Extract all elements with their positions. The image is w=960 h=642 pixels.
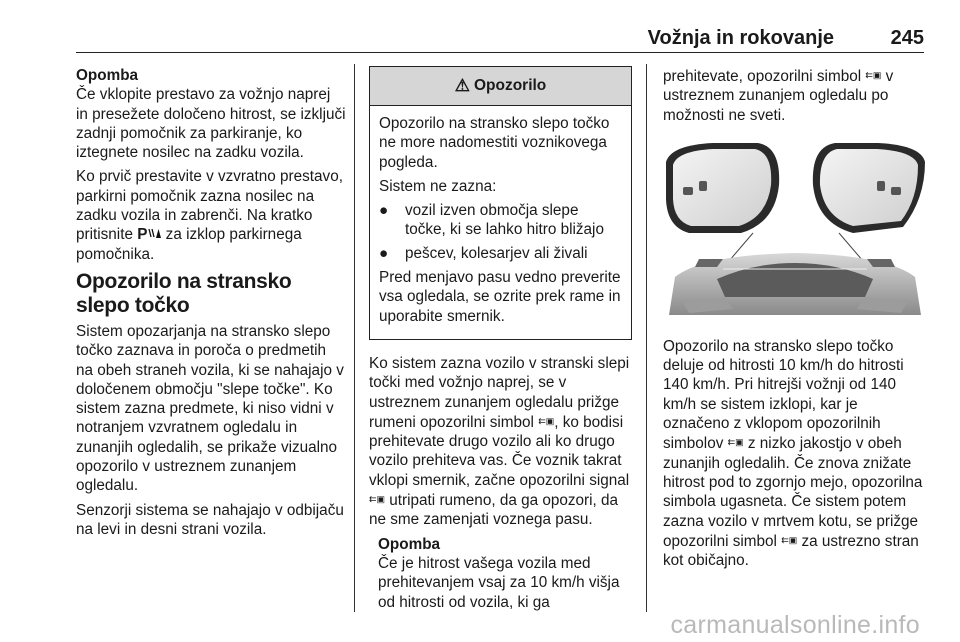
warning-paragraph: Pred menjavo pasu vedno preverite vsa ogledala, se ozrite prek rame in uporabite smernik. [379,269,621,325]
warning-paragraph: Opozorilo na stransko slepo točko ne more nadomestiti voznikovega pogleda. [379,115,610,171]
mirror-illustration [663,137,928,315]
note [369,535,632,612]
list-item: ● pešcev, kolesarjev ali živali [379,244,588,262]
body-paragraph: Senzorji sistema se nahajajo v odbijaču na levi in desni strani vozila. [76,501,344,538]
note-paragraph: Ko prvič prestavite v vzvratno prestavo, parkirni pomočnik zazna nosilec na zadku vozila in zabrenči. Na kratko pritisnite P za izklop parkirnega pomočnika. [76,168,343,263]
warning-triangle-icon: ⚠ [454,76,470,96]
bullet-icon: ● [379,244,389,262]
note-paragraph: Če vklopite prestavo za vožnjo naprej in presežete določeno hitrost, se izključi zadnji pomočnik za parkiranje, ko iztegnete nosilec na zadku vozila. [76,86,346,162]
column-2 [369,66,632,617]
warning-header [370,67,631,106]
note-paragraph: Če je hitrost vašega vozila med prehitevanjem vsaj za 10 km/h višja od hitrosti od vozila, ki ga [378,554,620,611]
page-header [76,20,924,53]
body-paragraph: prehitevate, opozorilni simbol ⇇▣ v ustreznem zunanjem ogledalu po možnosti ne sveti. [663,68,894,124]
body-paragraph: Opozorilo na stransko slepo točko deluje od hitrosti 10 km/h do hitrosti 140 km/h. Pri hitrejši vožnji od 140 km/h se sistem izklopi, kar je označeno z vklopom opozorilnih simbolov ⇇▣ z nizko jakostjo v obeh zunanjih ogledalih. Če znova znižate hitrost pod to zgornjo mejo, opozorilna simbola ugasneta. Če sistem potem zazna vozilo v mrtvem kotu, se prižge opozorilni simbol ⇇▣ za ustrezno stran kot običajno. [663,337,923,570]
warning-list [379,201,621,263]
blind-spot-car-icon: ⇇▣ [781,534,798,545]
blind-spot-car-icon: ⇇▣ [369,494,386,505]
body-paragraph: Sistem opozarjanja na stransko slepo točko zaznava in poroča o predmetih na obeh straneh vozila, ki se nahajajo v določenem območju "slepe točke". Ko sistem zazna predmete, ki niso vidni v notranjem vzvratnem ogledalu in zunanjih ogledalih, se prikaže vizualno opozorilo v ustreznem zunanjem ogledalu. [76,322,344,495]
chapter-title: Vožnja in rokovanje [647,27,834,49]
body-paragraph: Ko sistem zazna vozilo v stranski slepi točki med vožnjo naprej, se v ustreznem zunanjem ogledalu prižge rumeni opozorilni simbol ⇇▣, ko bodisi prehitevate drugo vozilo ali ko drugo vozilo prehiteva vas. Če voznik takrat vklopi smernik, začne opozorilni signal ⇇▣ utripati rumeno, da ga opozori, da ne sme zamenjati voznega pasu. [369,354,630,529]
column-divider [354,64,355,612]
section-heading: Opozorilo na stransko slepo točko [76,269,292,317]
blind-spot-car-icon: ⇇▣ [865,70,882,80]
note-heading: Opomba [378,535,441,553]
bullet-icon: ● [379,202,389,220]
column-divider [646,64,647,612]
page-number: 245 [890,27,924,49]
car-mirrors-illustration [663,137,928,315]
warning-paragraph: Sistem ne zazna: [379,177,497,195]
note-heading: Opomba [76,67,139,84]
park-assist-icon: P [137,226,161,243]
warning-box [369,66,632,340]
column-1 [76,66,346,544]
warning-title: Opozorilo [473,77,547,95]
column-3 [663,66,926,575]
list-item: ● vozil izven območja slepe točke, ki se lahko hitro bližajo [379,202,604,239]
blind-spot-car-icon: ⇇▣ [538,415,555,426]
warning-body [370,106,631,339]
blind-spot-car-icon: ⇇▣ [727,437,744,448]
watermark: carmanualsonline.info [670,611,920,639]
